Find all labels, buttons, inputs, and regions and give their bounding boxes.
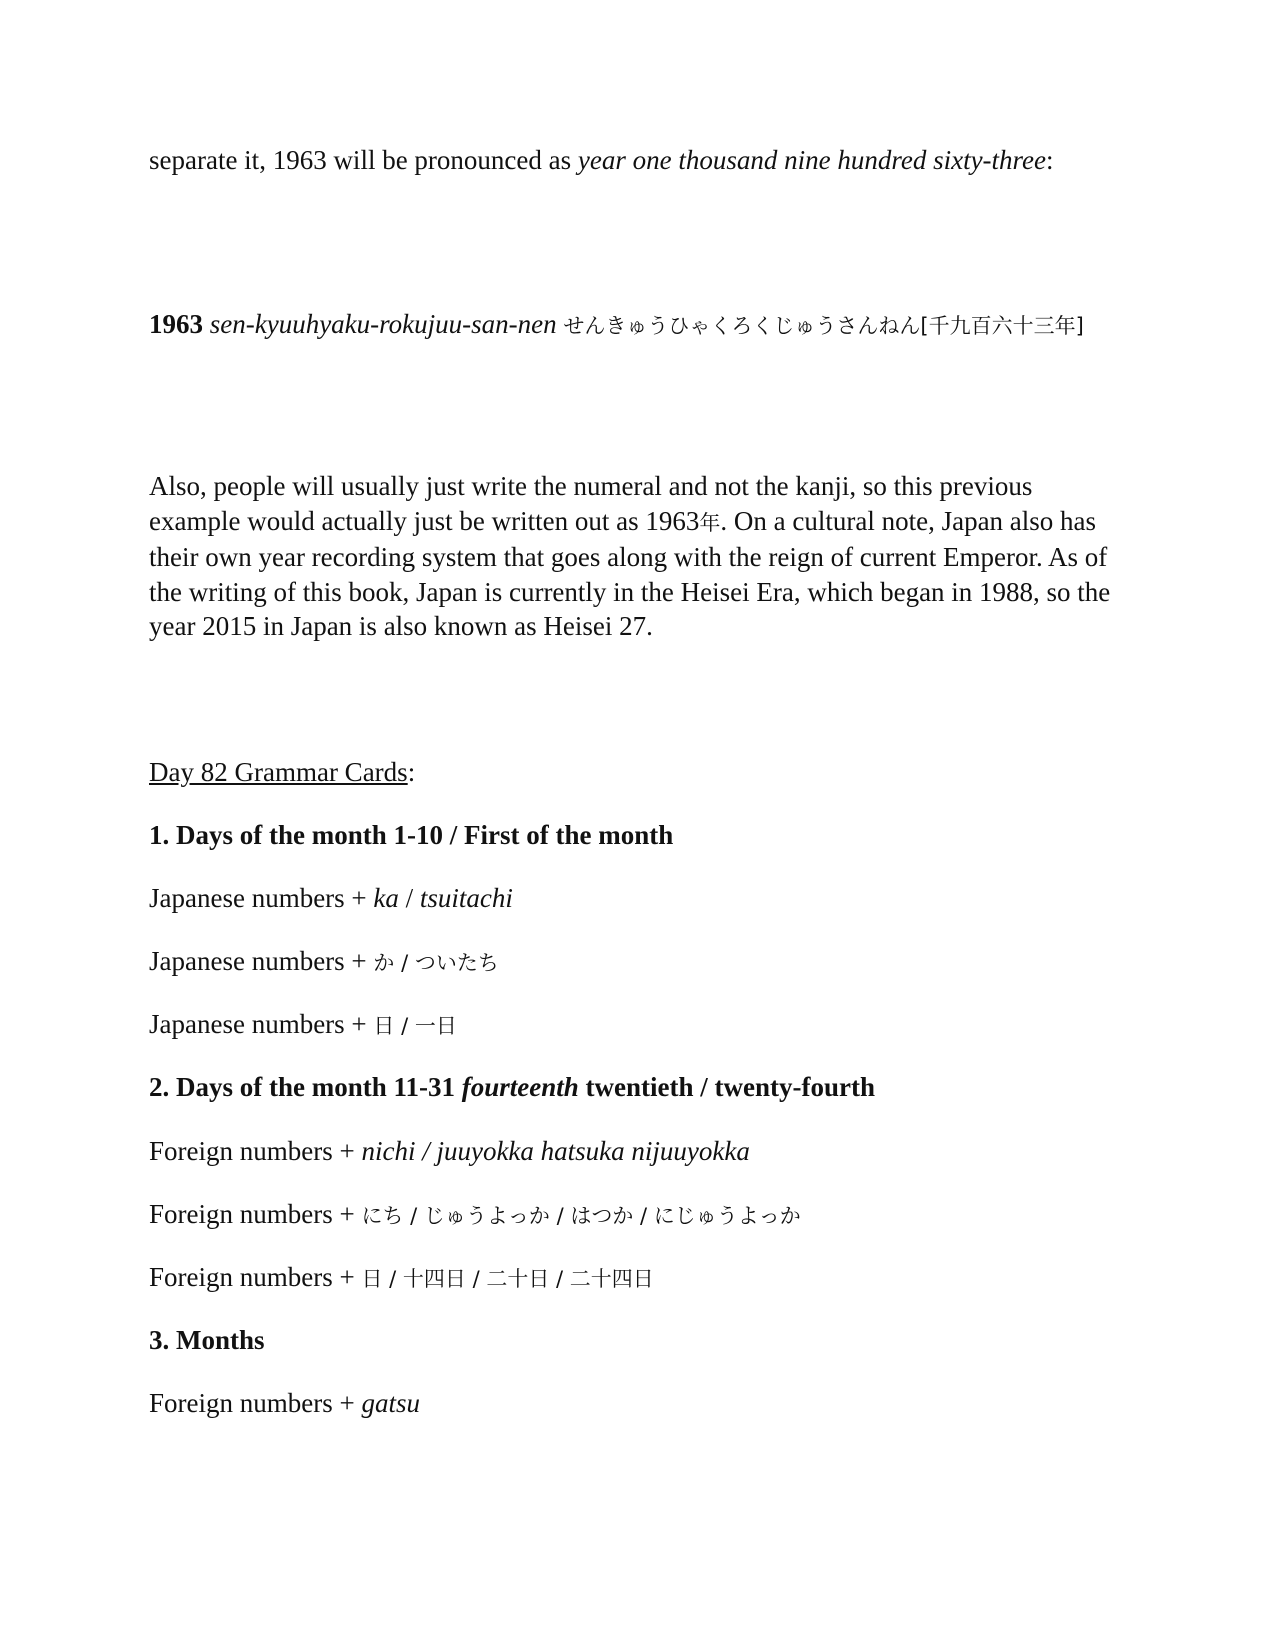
example-romaji: sen-kyuuhyaku-rokujuu-san-nen — [209, 309, 557, 339]
card2-romaji: nichi / juuyokka hatsuka nijuuyokka — [361, 1136, 750, 1166]
cultural-note-kanji: 年 — [699, 510, 721, 535]
card1-kana-line — [149, 944, 1129, 981]
cultural-note-text-2: . On a cultural note, Japan also has their own year recording system that goes along with the reign of current Emperor. As of the writing of this book, Japan is currently in the Heisei Era, which began in 1988, so the year 2015 in Japan is also known as Heisei 27. — [149, 505, 1111, 641]
card2-heading-italic: fourteenth — [461, 1072, 579, 1102]
card2-kanji: 日 / 十四日 / 二十日 / 二十四日 — [361, 1267, 654, 1291]
card2-kanji-prefix: Foreign numbers + — [149, 1262, 362, 1292]
card2-heading — [149, 1070, 1129, 1105]
section-title: Day 82 Grammar Cards — [149, 757, 408, 787]
card2-kana-prefix: Foreign numbers + — [149, 1199, 362, 1229]
card2-kana-line — [149, 1197, 1129, 1234]
card1-kanji-prefix: Japanese numbers + — [149, 1009, 374, 1039]
card3-romaji-line — [149, 1386, 1129, 1421]
example-kana: せんきゅうひゃくろくじゅうさんねん[千九百六十三年] — [563, 314, 1084, 338]
card1-romaji-prefix: Japanese numbers + — [149, 883, 374, 913]
card2-kanji-line — [149, 1260, 1129, 1297]
card1-kana-prefix: Japanese numbers + — [149, 946, 374, 976]
card3-romaji-prefix: Foreign numbers + — [149, 1388, 362, 1418]
card2-romaji-line — [149, 1134, 1129, 1169]
card3-heading: 3. Months — [149, 1325, 265, 1355]
paragraph-colon: : — [1046, 145, 1054, 175]
card2-heading-b: twentieth / twenty-fourth — [578, 1072, 875, 1102]
card3-romaji: gatsu — [361, 1388, 420, 1418]
paragraph-text: separate it, 1963 will be pronounced as — [149, 145, 578, 175]
card2-kana: にち / じゅうよっか / はつか / にじゅうよっか — [361, 1204, 801, 1228]
paragraph-cultural-note — [149, 469, 1129, 644]
card1-kanji: 日 / 一日 — [373, 1014, 457, 1038]
card1-romaji-tsuitachi: tsuitachi — [419, 883, 513, 913]
cultural-note-text-1: Also, people will usually just write the numeral and not the kanji, so this previous example would actually just be written out as 1963 — [149, 471, 1033, 536]
card1-kana: か / ついたち — [373, 951, 499, 975]
section-colon: : — [407, 757, 416, 787]
paragraph-year-pronunciation — [149, 143, 1129, 178]
card1-kanji-line — [149, 1007, 1129, 1044]
card1-romaji-line — [149, 881, 1129, 916]
card1-heading: 1. Days of the month 1-10 / First of the month — [149, 820, 674, 850]
paragraph-italic-phrase: year one thousand nine hundred sixty-three — [577, 145, 1047, 175]
card1-romaji-separator: / — [398, 883, 420, 913]
card2-romaji-prefix: Foreign numbers + — [149, 1136, 362, 1166]
card1-romaji-ka: ka — [373, 883, 399, 913]
card2-heading-a: 2. Days of the month 11-31 — [149, 1072, 462, 1102]
section-heading — [149, 755, 1129, 790]
year-example — [149, 307, 1129, 344]
example-year: 1963 — [149, 309, 203, 339]
